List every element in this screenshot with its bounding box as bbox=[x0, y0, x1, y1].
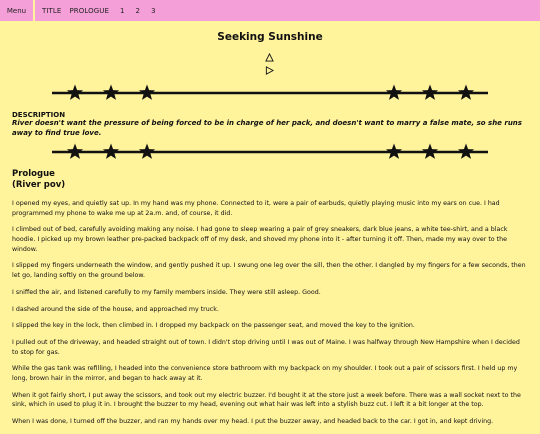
description-heading: DESCRIPTION bbox=[12, 111, 66, 119]
star-icon bbox=[386, 144, 402, 159]
nav-link-chapter-2[interactable]: 2 bbox=[135, 6, 141, 15]
top-bar bbox=[0, 0, 540, 21]
story-paragraph: I pulled out of the driveway, and headed straight out of town. I didn't stop driving until I was out of Maine. I was halfway through New Hampshire when I decided to stop for gas. bbox=[12, 339, 520, 356]
nav-link-prologue[interactable]: PROLOGUE bbox=[69, 6, 109, 15]
story-paragraph: When it got fairly short, I put away the scissors, and took out my electric buzzer. I'd bought it at the store just a week before. There was a wall socket next to the sink, which in used to plug it in. I brought the buzzer to my head, evening out what hair was left into a stylish buzz cut. I left it a bit longer at the top. bbox=[12, 391, 521, 409]
triangle-up-icon[interactable] bbox=[265, 53, 274, 62]
star-icon bbox=[139, 144, 155, 159]
story-paragraph: I slipped my fingers underneath the window, and gently pushed it up. I swung one leg over the sill, then the other. I dangled by my fingers for a few seconds, then let go, landing softly on the ground below. bbox=[12, 262, 526, 279]
star-icon bbox=[386, 85, 402, 100]
story-paragraph: I climbed out of bed, carefully avoiding making any noise. I had gone to sleep wearing a pair of grey sneakers, dark blue jeans, a white tee-shirt, and a black hoodie. I picked up my brown leather pre-packed backpack off of my desk, and shoved my phone into it - after turning it off. Then, made my way over to the window. bbox=[12, 226, 508, 253]
story-paragraph: While the gas tank was refilling, I headed into the convenience store bathroom with my backpack on my shoulder. I took out a pair of scissors first. I held up my long, brown hair in the mirror, and began to hack away at it. bbox=[12, 365, 518, 383]
chapter-subtitle: (River pov) bbox=[12, 180, 66, 190]
star-icon bbox=[139, 85, 155, 100]
nav-link-title[interactable]: TITLE bbox=[42, 6, 62, 15]
story-paragraph: I opened my eyes, and quietly sat up. In my hand was my phone. Connected to it, were a pair of earbuds, quietly playing music into my ears on cue. I had programmed my phone to wake me up at 2a.m. and, of course, it did. bbox=[12, 200, 500, 217]
story-paragraph: I dashed around the side of the house, and approached my truck. bbox=[12, 305, 219, 313]
star-divider-top bbox=[52, 84, 488, 102]
star-divider-bottom bbox=[52, 143, 488, 161]
star-icon bbox=[67, 85, 83, 100]
story-paragraph: I sniffed the air, and listened carefully to my family members inside. They were still asleep. Good. bbox=[12, 288, 321, 296]
star-icon bbox=[458, 144, 474, 159]
story-paragraph: When I was done, I turned off the buzzer, and ran my hands over my head. I put the buzzer away, and headed back to the car. I got in, and kept driving. bbox=[12, 418, 494, 426]
star-icon bbox=[103, 85, 119, 100]
chapter-nav bbox=[35, 0, 540, 21]
nav-link-chapter-3[interactable]: 3 bbox=[151, 6, 156, 15]
nav-link-chapter-1[interactable]: 1 bbox=[119, 6, 125, 15]
star-icon bbox=[67, 144, 83, 159]
story-body bbox=[12, 199, 528, 434]
description-text: River doesn't want the pressure of being forced to be in charge of her pack, and doesn't want to marry a false mate, so she runs away to find true love. bbox=[12, 119, 522, 137]
chapter-heading bbox=[12, 169, 212, 191]
play-icon[interactable] bbox=[265, 66, 274, 75]
chapter-title: Prologue bbox=[12, 169, 55, 179]
menu-button[interactable]: Menu bbox=[0, 0, 33, 21]
star-icon bbox=[458, 85, 474, 100]
star-icon bbox=[103, 144, 119, 159]
story-paragraph: I slipped the key in the lock, then climbed in. I dropped my backpack on the passenger seat, and moved the key to the ignition. bbox=[12, 322, 415, 330]
star-icon bbox=[422, 144, 438, 159]
star-icon bbox=[422, 85, 438, 100]
page-title: Seeking Sunshine bbox=[217, 31, 323, 43]
